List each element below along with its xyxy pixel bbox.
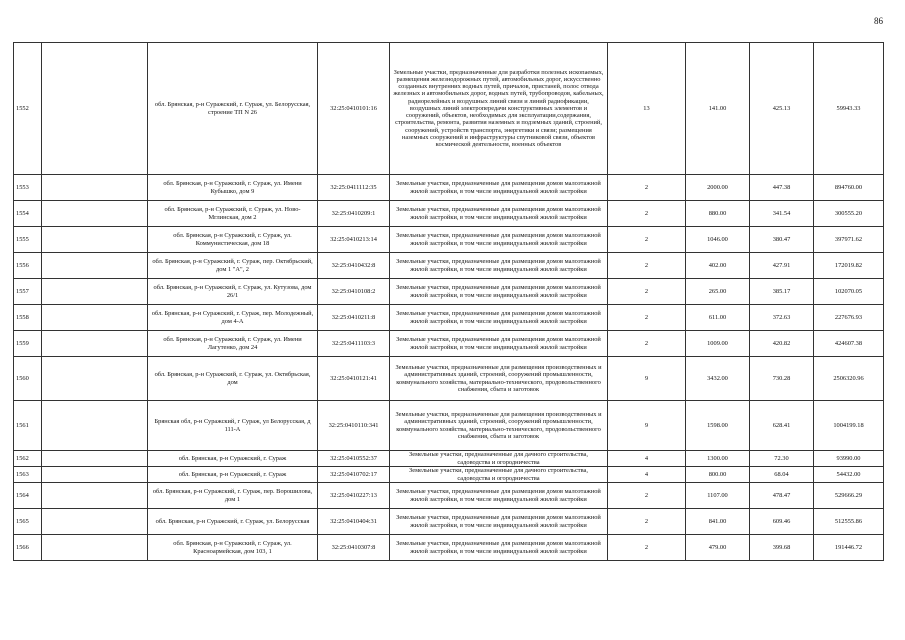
row-number-cell: 1560 <box>14 357 42 401</box>
cadastral-value-cell: 102070.05 <box>814 279 884 305</box>
blank-cell <box>42 535 148 561</box>
blank-cell <box>42 331 148 357</box>
blank-cell <box>42 201 148 227</box>
table-row <box>14 227 884 253</box>
unit-price-cell: 730.28 <box>750 357 814 401</box>
table-row <box>14 483 884 509</box>
use-code-cell: 2 <box>608 201 686 227</box>
row-number-cell: 1554 <box>14 201 42 227</box>
blank-cell <box>42 227 148 253</box>
unit-price-cell: 380.47 <box>750 227 814 253</box>
area-cell: 265.00 <box>686 279 750 305</box>
use-code-cell: 9 <box>608 357 686 401</box>
cadastral-number-cell: 32:25:0411112:35 <box>318 175 390 201</box>
cadastral-value-cell: 227676.93 <box>814 305 884 331</box>
address-cell: Брянская обл, р-н Суражский, г Сураж, ул Белорусская, д 111-А <box>148 401 318 451</box>
cadastral-value-cell: 54432.00 <box>814 467 884 483</box>
address-cell: обл. Брянская, р-н Суражский, г. Сураж, ул. Коммунистическая, дом 18 <box>148 227 318 253</box>
cadastral-number-cell: 32:25:0410404:31 <box>318 509 390 535</box>
use-code-cell: 2 <box>608 227 686 253</box>
area-cell: 1598.00 <box>686 401 750 451</box>
blank-cell <box>42 467 148 483</box>
table-row <box>14 43 884 175</box>
cadastral-number-cell: 32:25:0410227:13 <box>318 483 390 509</box>
row-number-cell: 1558 <box>14 305 42 331</box>
blank-cell <box>42 305 148 331</box>
use-code-cell: 13 <box>608 43 686 175</box>
cadastral-number-cell: 32:25:0411103:3 <box>318 331 390 357</box>
table-row <box>14 175 884 201</box>
blank-cell <box>42 43 148 175</box>
land-use-cell: Земельные участки, предназначенные для размещения домов малоэтажной жилой застройки, в том числе индивидуальной жилой застройки <box>390 227 608 253</box>
cadastral-value-cell: 894760.00 <box>814 175 884 201</box>
land-use-cell: Земельные участки, предназначенные для размещения домов малоэтажной жилой застройки, в том числе индивидуальной жилой застройки <box>390 331 608 357</box>
unit-price-cell: 427.91 <box>750 253 814 279</box>
address-cell: обл. Брянская, р-н Суражский, г. Сураж, ул. Белорусская <box>148 509 318 535</box>
area-cell: 2000.00 <box>686 175 750 201</box>
land-use-cell: Земельные участки, предназначенные для размещения производственных и административных зданий, строений, сооружений промышленности, коммунального хозяйства, материально-технического, продовольственного снабжения, сбыта и заготовок <box>390 401 608 451</box>
address-cell: обл. Брянская, р-н Суражский, г. Сураж, ул. Имени Кубышко, дом 9 <box>148 175 318 201</box>
table-row <box>14 509 884 535</box>
row-number-cell: 1563 <box>14 467 42 483</box>
area-cell: 479.00 <box>686 535 750 561</box>
area-cell: 3432.00 <box>686 357 750 401</box>
table-row <box>14 357 884 401</box>
blank-cell <box>42 451 148 467</box>
cadastral-number-cell: 32:25:0410211:8 <box>318 305 390 331</box>
cadastral-number-cell: 32:25:0410432:8 <box>318 253 390 279</box>
address-cell: обл. Брянская, р-н Суражский, г. Сураж <box>148 451 318 467</box>
use-code-cell: 2 <box>608 535 686 561</box>
unit-price-cell: 609.46 <box>750 509 814 535</box>
address-cell: обл. Брянская, р-н Суражский, г. Сураж, пер. Молодежный, дом 4-А <box>148 305 318 331</box>
address-cell: обл. Брянская, р-н Суражский, г. Сураж, ул. Белорусская, строение ТП N 26 <box>148 43 318 175</box>
use-code-cell: 2 <box>608 305 686 331</box>
blank-cell <box>42 509 148 535</box>
cadastral-number-cell: 32:25:0410307:8 <box>318 535 390 561</box>
row-number-cell: 1559 <box>14 331 42 357</box>
use-code-cell: 2 <box>608 175 686 201</box>
cadastral-value-cell: 424607.38 <box>814 331 884 357</box>
table-row <box>14 331 884 357</box>
cadastral-value-cell: 172019.82 <box>814 253 884 279</box>
table-row <box>14 535 884 561</box>
table-row <box>14 279 884 305</box>
row-number-cell: 1553 <box>14 175 42 201</box>
land-use-cell: Земельные участки, предназначенные для размещения производственных и административных зданий, строений, сооружений промышленности, коммунального хозяйства, материально-технического, продовольственного снабжения, сбыта и заготовок <box>390 357 608 401</box>
row-number-cell: 1555 <box>14 227 42 253</box>
cadastral-value-cell: 2506320.96 <box>814 357 884 401</box>
cadastral-value-cell: 397971.62 <box>814 227 884 253</box>
table-row <box>14 253 884 279</box>
use-code-cell: 2 <box>608 279 686 305</box>
address-cell: обл. Брянская, р-н Суражский, г. Сураж, пер. Ворошилова, дом 1 <box>148 483 318 509</box>
area-cell: 1300.00 <box>686 451 750 467</box>
use-code-cell: 2 <box>608 483 686 509</box>
area-cell: 611.00 <box>686 305 750 331</box>
land-use-cell: Земельные участки, предназначенные для разработки полезных ископаемых, размещения железнодорожных путей, автомобильных дорог, искусственно созданных внутренних водных путей, причалов, пристаней, полос отвода железных и автомобильных дорог, водных путей, трубопроводов, кабельных, радиорелейных и воздушных линий связи и линий радиофикации, воздушных линий электропередачи конструктивных элементов и сооружений, объектов, необходимых для эксплуатации,содержания, строительства, ремонта, развития наземных и подземных зданий, строений, сооружений, устройств транспорта, энергетики и связи; размещения наземных сооружений и инфраструктуры спутниковой связи, объектов космической деятельности, военных объектов <box>390 43 608 175</box>
cadastral-value-cell: 529666.29 <box>814 483 884 509</box>
address-cell: обл. Брянская, р-н Суражский, г. Сураж, ул. Имени Лагутенко, дом 24 <box>148 331 318 357</box>
land-use-cell: Земельные участки, предназначенные для размещения домов малоэтажной жилой застройки, в том числе индивидуальной жилой застройки <box>390 305 608 331</box>
area-cell: 880.00 <box>686 201 750 227</box>
unit-price-cell: 447.38 <box>750 175 814 201</box>
unit-price-cell: 341.54 <box>750 201 814 227</box>
cadastral-value-cell: 300555.20 <box>814 201 884 227</box>
cadastral-number-cell: 32:25:0410552:37 <box>318 451 390 467</box>
cadastral-number-cell: 32:25:0410213:14 <box>318 227 390 253</box>
blank-cell <box>42 483 148 509</box>
address-cell: обл. Брянская, р-н Суражский, г. Сураж, ул. Ново-Мглинская, дом 2 <box>148 201 318 227</box>
use-code-cell: 4 <box>608 451 686 467</box>
area-cell: 841.00 <box>686 509 750 535</box>
address-cell: обл. Брянская, р-н Суражский, г. Сураж, пер. Октябрьский, дом 1 "А", 2 <box>148 253 318 279</box>
row-number-cell: 1562 <box>14 451 42 467</box>
cadastral-number-cell: 32:25:0410110:341 <box>318 401 390 451</box>
cadastral-value-cell: 93990.00 <box>814 451 884 467</box>
use-code-cell: 2 <box>608 509 686 535</box>
row-number-cell: 1566 <box>14 535 42 561</box>
unit-price-cell: 628.41 <box>750 401 814 451</box>
address-cell: обл. Брянская, р-н Суражский, г. Сураж, ул. Октябрьская, дом <box>148 357 318 401</box>
table-row <box>14 467 884 483</box>
area-cell: 1107.00 <box>686 483 750 509</box>
cadastral-value-cell: 191446.72 <box>814 535 884 561</box>
row-number-cell: 1561 <box>14 401 42 451</box>
page-number: 86 <box>874 16 883 26</box>
cadastral-number-cell: 32:25:0410101:16 <box>318 43 390 175</box>
unit-price-cell: 68.04 <box>750 467 814 483</box>
row-number-cell: 1565 <box>14 509 42 535</box>
cadastral-value-cell: 512555.86 <box>814 509 884 535</box>
unit-price-cell: 478.47 <box>750 483 814 509</box>
cadastral-number-cell: 32:25:0410121:41 <box>318 357 390 401</box>
blank-cell <box>42 401 148 451</box>
land-use-cell: Земельные участки, предназначенные для размещения домов малоэтажной жилой застройки, в том числе индивидуальной жилой застройки <box>390 279 608 305</box>
land-use-cell: Земельные участки, предназначенные для размещения домов малоэтажной жилой застройки, в том числе индивидуальной жилой застройки <box>390 483 608 509</box>
area-cell: 141.00 <box>686 43 750 175</box>
blank-cell <box>42 175 148 201</box>
land-register-table <box>13 42 884 561</box>
use-code-cell: 2 <box>608 331 686 357</box>
row-number-cell: 1552 <box>14 43 42 175</box>
use-code-cell: 2 <box>608 253 686 279</box>
table-row <box>14 401 884 451</box>
land-use-cell: Земельные участки, предназначенные для размещения домов малоэтажной жилой застройки, в том числе индивидуальной жилой застройки <box>390 175 608 201</box>
land-use-cell: Земельные участки, предназначенные для размещения домов малоэтажной жилой застройки, в том числе индивидуальной жилой застройки <box>390 201 608 227</box>
cadastral-value-cell: 1004199.18 <box>814 401 884 451</box>
blank-cell <box>42 357 148 401</box>
use-code-cell: 9 <box>608 401 686 451</box>
table-row <box>14 305 884 331</box>
cadastral-number-cell: 32:25:0410108:2 <box>318 279 390 305</box>
unit-price-cell: 385.17 <box>750 279 814 305</box>
row-number-cell: 1556 <box>14 253 42 279</box>
area-cell: 800.00 <box>686 467 750 483</box>
land-use-cell: Земельные участки, предназначенные для размещения домов малоэтажной жилой застройки, в том числе индивидуальной жилой застройки <box>390 509 608 535</box>
address-cell: обл. Брянская, р-н Суражский, г. Сураж, ул. Кутузова, дом 26/1 <box>148 279 318 305</box>
unit-price-cell: 399.68 <box>750 535 814 561</box>
blank-cell <box>42 279 148 305</box>
use-code-cell: 4 <box>608 467 686 483</box>
address-cell: обл. Брянская, р-н Суражский, г. Сураж, ул. Красноармейская, дом 103, 1 <box>148 535 318 561</box>
cadastral-value-cell: 59943.33 <box>814 43 884 175</box>
row-number-cell: 1557 <box>14 279 42 305</box>
row-number-cell: 1564 <box>14 483 42 509</box>
area-cell: 1046.00 <box>686 227 750 253</box>
unit-price-cell: 420.82 <box>750 331 814 357</box>
unit-price-cell: 425.13 <box>750 43 814 175</box>
cadastral-number-cell: 32:25:0410209:1 <box>318 201 390 227</box>
cadastral-number-cell: 32:25:0410702:17 <box>318 467 390 483</box>
address-cell: обл. Брянская, р-н Суражский, г. Сураж <box>148 467 318 483</box>
land-use-cell: Земельные участки, предназначенные для размещения домов малоэтажной жилой застройки, в том числе индивидуальной жилой застройки <box>390 535 608 561</box>
table-row <box>14 451 884 467</box>
area-cell: 1009.00 <box>686 331 750 357</box>
land-use-cell: Земельные участки, предназначенные для размещения домов малоэтажной жилой застройки, в том числе индивидуальной жилой застройки <box>390 253 608 279</box>
unit-price-cell: 72.30 <box>750 451 814 467</box>
land-use-cell: Земельные участки, предназначенные для дачного строительства, садоводства и огородничества <box>390 467 608 483</box>
table-row <box>14 201 884 227</box>
unit-price-cell: 372.63 <box>750 305 814 331</box>
area-cell: 402.00 <box>686 253 750 279</box>
land-use-cell: Земельные участки, предназначенные для дачного строительства, садоводства и огородничества <box>390 451 608 467</box>
blank-cell <box>42 253 148 279</box>
